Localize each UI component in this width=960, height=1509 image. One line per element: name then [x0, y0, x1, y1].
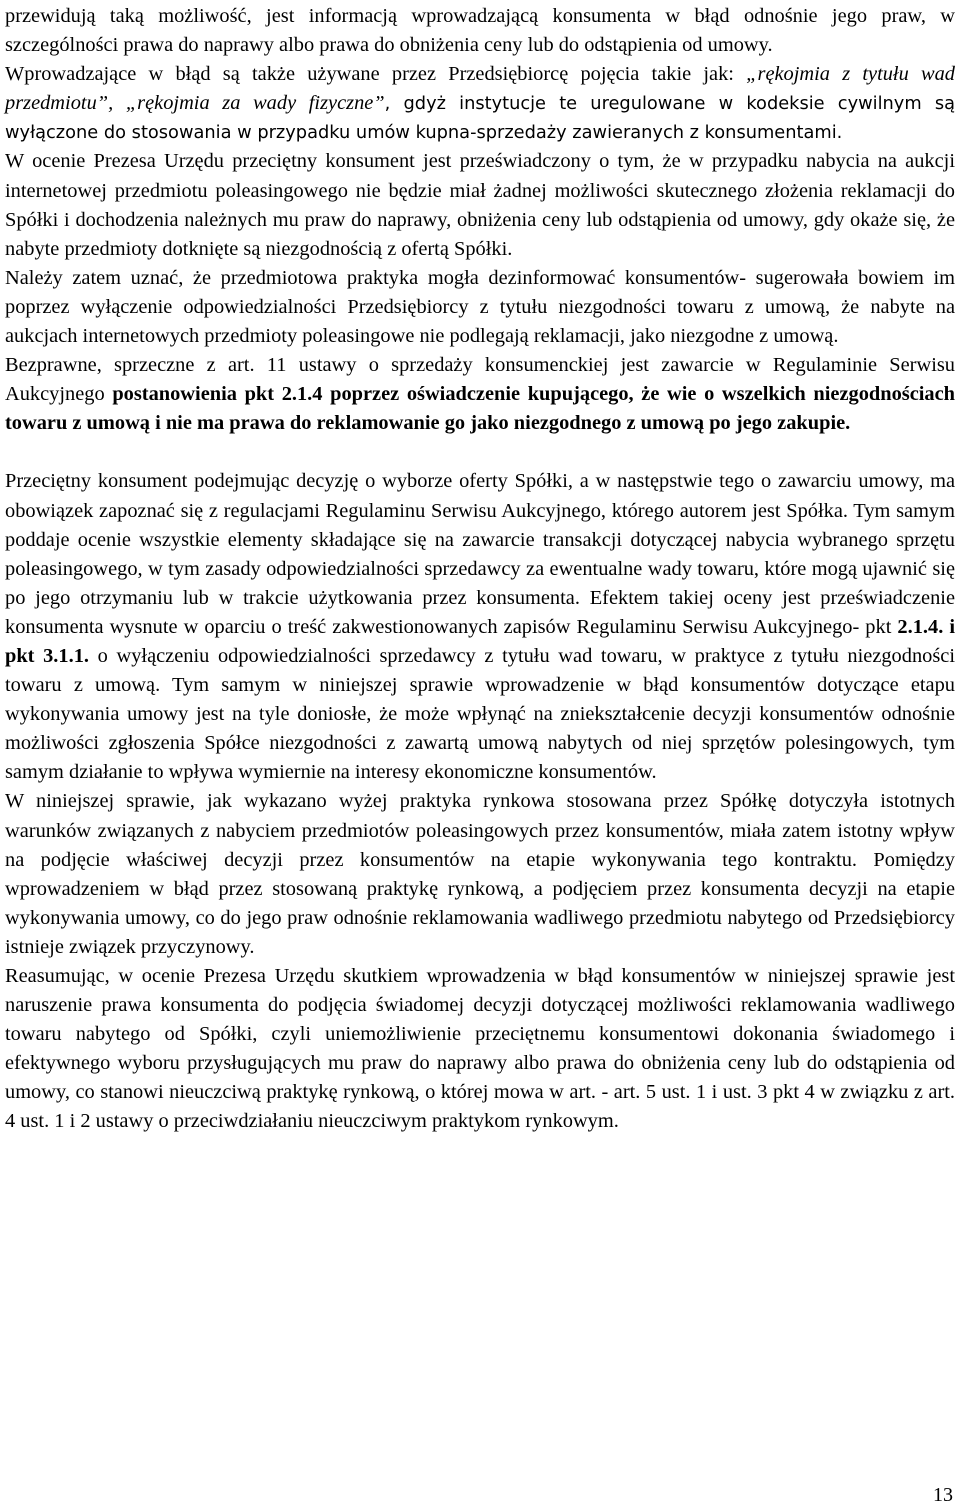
document-page	[5, 2, 955, 1137]
text-run: przewidują taką możliwość, jest informacją wprowadzającą konsumenta w błąd odnośnie jego praw, w szczególności prawa do naprawy albo prawa do obniżenia ceny lub do odstąpienia od umowy.	[5, 5, 955, 57]
paragraph	[5, 962, 955, 1137]
text-run: Należy zatem uznać, że przedmiotowa praktyka mogła dezinformować konsumentów- sugerowała bowiem im poprzez wyłączenie odpowiedzialności Przedsiębiorcy z tytułu niezgodności towaru z umową, że nabyte na aukcjach internetowych przedmioty poleasingowe nie podlegają reklamacji, jako niezgodne z umową.	[5, 266, 955, 348]
paragraph	[5, 351, 955, 438]
paragraph	[5, 2, 955, 60]
paragraph	[5, 147, 955, 263]
text-run: postanowienia pkt 2.1.4 poprzez oświadczenie kupującego, że wie o wszelkich niezgodnościach towaru z umową i nie ma prawa do reklamowanie go jako niezgodnego z umową po jego zakupie.	[5, 383, 956, 435]
paragraph	[5, 467, 955, 787]
text-run: Przeciętny konsument podejmując decyzję o wyborze oferty Spółki, a w następstwie tego o zawarciu umowy, ma obowiązek zapoznać się z regulacjami Regulaminu Serwisu Aukcyjnego, którego autorem jest Spółka. Tym samym poddaje ocenie wszystkie elementy składające się na zawarcie transakcji dotyczącej nabycia wybranego sprzętu poleasingowego, w tym zasady odpowiedzialności sprzedawcy za ewentualne wady towaru, które mogą ujawnić się po jego otrzymaniu lub w trakcie użytkowania przez konsumenta. Efektem takiej oceny jest przeświadczenie konsumenta wysnute w oparciu o treść zakwestionowanych zapisów Regulaminu Serwisu Aukcyjnego- pkt	[5, 470, 955, 638]
text-run: Bezprawne, sprzeczne z art. 11 ustawy o sprzedaży konsumenckiej jest zawarcie w Regulaminie Serwisu Aukcyjnego	[5, 354, 955, 406]
text-run: Wprowadzające w błąd są także używane przez Przedsiębiorcę pojęcia takie jak:	[5, 63, 747, 86]
text-run: W niniejszej sprawie, jak wykazano wyżej praktyka rynkowa stosowana przez Spółkę dotyczyła istotnych warunków związanych z nabyciem przedmiotów poleasingowych przez konsumentów, miała zatem istotny wpływ na podjęcie właściwej decyzji przez konsumentów na etapie wykonywania tego kontraktu. Pomiędzy wprowadzeniem w błąd przez stosowaną praktykę rynkową, a podjęciem przez konsumenta decyzji na etapie wykonywania umowy, co do jego praw odnośnie reklamowania wadliwego przedmiotu nabytego od Przedsiębiorcy istnieje związek przyczynowy.	[5, 790, 955, 958]
page-number: 13	[933, 1484, 953, 1506]
text-run: Reasumując, w ocenie Prezesa Urzędu skutkiem wprowadzenia w błąd konsumentów w niniejszej sprawie jest naruszenie prawa konsumenta do podjęcia świadomej decyzji dotyczącej możliwości reklamowania wadliwego towaru nabytego od Spółki, czyli uniemożliwienie przeciętnemu konsumentowi dokonania świadomego i efektywnego wyboru przysługujących mu praw do naprawy albo prawa do obniżenia ceny lub do odstąpienia od umowy, co stanowi nieuczciwą praktykę rynkową, o której mowa w art. - art. 5 ust. 1 i ust. 3 pkt 4 w związku z art. 4 ust. 1 i 2 ustawy o przeciwdziałaniu nieuczciwym praktykom rynkowym.	[5, 965, 955, 1133]
text-run: W ocenie Prezesa Urzędu przeciętny konsument jest przeświadczony o tym, że w przypadku nabycia na aukcji internetowej przedmiotu poleasingowego nie będzie miał żadnej możliwości skutecznego złożenia reklamacji do Spółki i dochodzenia należnych mu praw do naprawy, obniżenia ceny lub odstąpienia od umowy, gdy okaże się, że nabyte przedmioty dotknięte są niezgodnością z ofertą Spółki.	[5, 150, 955, 260]
paragraph	[5, 60, 955, 147]
text-run: 2.1.4. i pkt 3.1.1.	[5, 615, 955, 667]
paragraph	[5, 264, 955, 351]
text-run: o wyłączeniu odpowiedzialności sprzedawcy z tytułu wad towaru, w praktyce z tytułu niezgodności towaru z umową. Tym samym w niniejszej sprawie wprowadzenie w błąd konsumentów dotyczące etapu wykonywania umowy jest na tyle doniosłe, że może wpłynąć na zniekształcenie decyzji konsumentów odnośnie możliwości zgłoszenia Spółce niezgodności z zawartą umową nabytych od niej sprzętów polesingowych, tym samym działanie to wpływa wymiernie na interesy ekonomiczne konsumentów.	[5, 644, 955, 784]
text-run: „rękojmia z tytułu wad przedmiotu”, „rękojmia za wady fizyczne”	[5, 63, 955, 115]
text-run: , gdyż instytucje te uregulowane w kodeksie cywilnym są wyłączone do stosowania w przypadku umów kupna-sprzedaży zawieranych z konsumentami.	[5, 93, 955, 144]
paragraph-spacer	[5, 438, 955, 467]
paragraph	[5, 787, 955, 962]
